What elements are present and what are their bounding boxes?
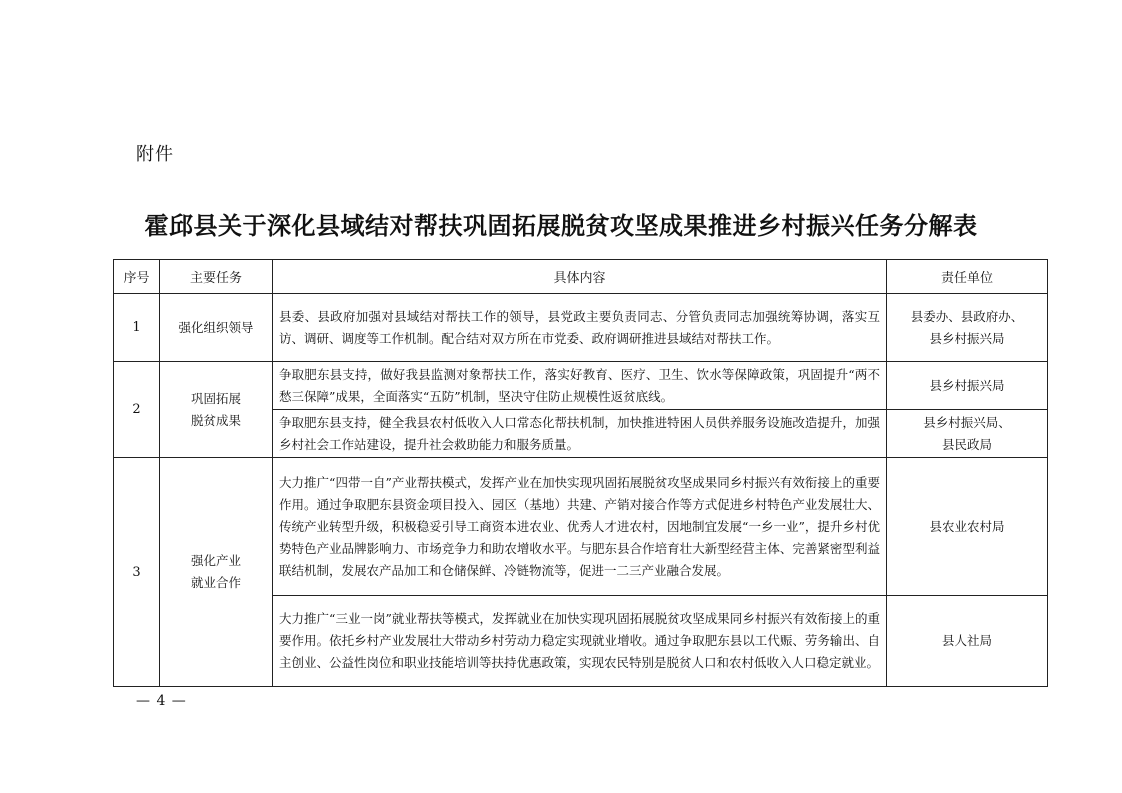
row-unit: 县农业农村局: [887, 458, 1048, 596]
row-index: 2: [114, 362, 160, 458]
row-content: 争取肥东县支持，健全我县农村低收入人口常态化帮扶机制，加快推进特困人员供养服务设施改造提升，加强乡村社会工作站建设，提升社会救助能力和服务质量。: [273, 410, 887, 458]
header-index: 序号: [114, 260, 160, 294]
table-row: [114, 362, 1048, 410]
page-number: — 4 —: [136, 693, 187, 709]
unit-line: 县民政局: [941, 436, 992, 452]
row-task: [160, 362, 273, 458]
row-unit: 县人社局: [887, 596, 1048, 687]
row-content: 争取肥东县支持，做好我县监测对象帮扶工作，落实好教育、医疗、卫生、饮水等保障政策，巩固提升“两不愁三保障”成果，全面落实“五防”机制，坚决守住防止规模性返贫底线。: [273, 362, 887, 410]
table-header-row: [114, 260, 1048, 294]
task-line: 脱贫成果: [190, 412, 241, 428]
header-unit: 责任单位: [887, 260, 1048, 294]
row-content: 大力推广“三业一岗”就业帮扶等模式，发挥就业在加快实现巩固拓展脱贫攻坚成果同乡村振兴有效衔接上的重要作用。依托乡村产业发展壮大带动乡村劳动力稳定实现就业增收。通过争取肥东县以工代赈、劳务输出、自主创业、公益性岗位和职业技能培训等扶持优惠政策，实现农民特别是脱贫人口和农村低收入人口稳定就业。: [273, 596, 887, 687]
header-task: 主要任务: [160, 260, 273, 294]
task-line: 巩固拓展: [190, 390, 241, 406]
document-title: 霍邱县关于深化县域结对帮扶巩固拓展脱贫攻坚成果推进乡村振兴任务分解表: [144, 212, 978, 240]
header-content: 具体内容: [273, 260, 887, 294]
unit-line: 县乡村振兴局: [929, 330, 1005, 346]
unit-line: 县乡村振兴局、: [923, 414, 1011, 430]
task-line: 就业合作: [190, 575, 241, 590]
unit-line: 县委办、县政府办、: [910, 308, 1024, 324]
row-content: 大力推广“四带一自”产业帮扶模式，发挥产业在加快实现巩固拓展脱贫攻坚成果同乡村振兴有效衔接上的重要作用。通过争取肥东县资金项目投入、园区（基地）共建、产销对接合作等方式促进乡村特色产业发展壮大、传统产业转型升级，积极稳妥引导工商资本进农业、优秀人才进农村，因地制宜发展“一乡一业”，提升乡村优势特色产业品牌影响力、市场竞争力和助农增收水平。与肥东县合作培育壮大新型经营主体、完善紧密型利益联结机制，发展农产品加工和仓储保鲜、冷链物流等，促进一二三产业融合发展。: [273, 458, 887, 596]
annex-label: 附件: [136, 144, 174, 165]
row-unit: [887, 410, 1048, 458]
row-index: 1: [114, 294, 160, 362]
row-content: 县委、县政府加强对县域结对帮扶工作的领导，县党政主要负责同志、分管负责同志加强统筹协调，落实互访、调研、调度等工作机制。配合结对双方所在市党委、政府调研推进县域结对帮扶工作。: [273, 294, 887, 362]
row-unit: [887, 294, 1048, 362]
table-row: [114, 294, 1048, 362]
table-row: [114, 458, 1048, 596]
row-task: 强化组织领导: [160, 294, 273, 362]
task-breakdown-table: [113, 259, 1048, 687]
row-index: 3: [114, 458, 160, 687]
row-task: [160, 458, 273, 687]
task-line: 强化产业: [190, 553, 241, 568]
row-unit: 县乡村振兴局: [887, 362, 1048, 410]
